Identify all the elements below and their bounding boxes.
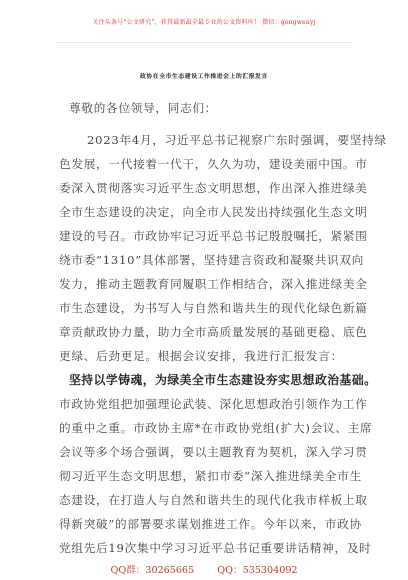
body-line: 会议等多个场合强调，要以主题教育为契机，深入学习贯 (59, 445, 368, 459)
document-title: 政协在全市生态建设工作推进会上的汇报发言 (140, 74, 268, 80)
salutation: 尊敬的各位领导，同志们： (69, 101, 218, 115)
header-banner: 关注头条号“公文研究”，获得最新最全最专业的公文资料库！ 微信：gongwenyj (92, 19, 316, 26)
body-line: 市生态建设，为书写人与自然和谐共生的现代化绿色新篇 (59, 301, 368, 315)
body-line: 2023年4月，习近平总书记视察广东时强调，要坚持绿 (87, 133, 387, 147)
body-line: 发力，推动主题教育同履职工作相结合，深入推进绿美全 (59, 277, 368, 291)
body-line: 党组先后19次集中学习习近平总书记重要讲话精神，及时 (59, 541, 372, 555)
body-line: 绕市委“1310”具体部署，坚持建言资政和凝聚共识双向 (59, 253, 365, 267)
footer-contact (0, 562, 408, 576)
body-line: 色发展，一代接着一代干，久久为功，建设美丽中国。市 (59, 157, 368, 171)
body-line: 彻习近平生态文明思想，紧扣市委“深入推进绿美全市生 (59, 469, 362, 483)
body-line: 态建设，在打造人与自然和谐共生的现代化我市样板上取 (59, 493, 368, 507)
body-line: 委深入贯彻落实习近平生态文明思想，作出深入推进绿美 (59, 181, 368, 195)
body-line: 的重中之重。市政协主席*在市政协党组(扩大)会议、主席 (59, 421, 373, 435)
body-line: 建设的号召。市政协牢记习近平总书记殷殷嘱托，紧紧围 (59, 229, 368, 243)
footer-qq: QQ：535304092 (217, 565, 298, 576)
body-line: 更绿、后劲更足。根据会议安排，我进行汇报发言： (59, 349, 343, 363)
body-line: 市政协党组把加强理论武装、深化思想政治引领作为工作 (59, 397, 368, 411)
header-divider (56, 42, 352, 43)
body-line: 全市生态建设的决定，向全市人民发出持续强化生态文明 (59, 205, 368, 219)
body-line: 章贡献政协力量，助力全市高质量发展的基础更稳、底色 (59, 325, 368, 339)
section-heading: 坚持以学铸魂，为绿美全市生态建设夯实思想政治基础。 (69, 373, 377, 387)
body-line: 得新突破”的部署要求谋划推进工作。今年以来，市政协 (59, 517, 362, 531)
footer-qq-group: QQ群：30265665 (110, 565, 195, 576)
